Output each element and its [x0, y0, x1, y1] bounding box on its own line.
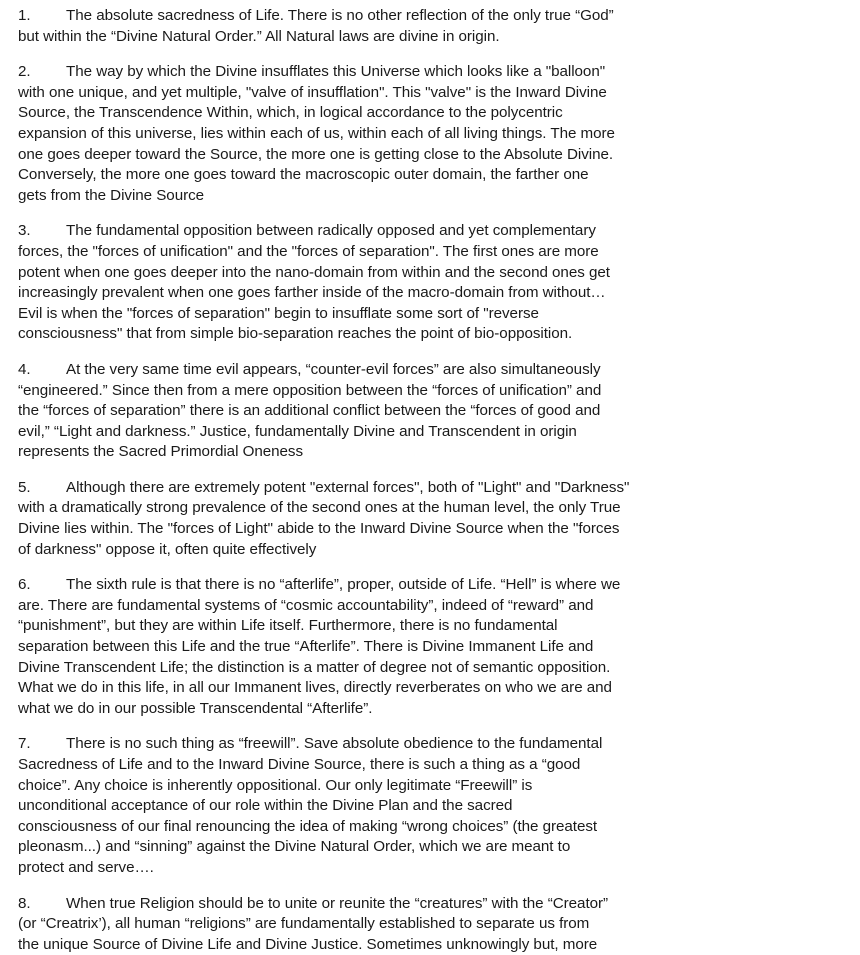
rule-text: what we do in our possible Transcendental “Afterlife”.: [18, 699, 373, 717]
rule-8: [18, 894, 846, 955]
rule-line: [18, 6, 846, 27]
rule-line: [18, 242, 846, 263]
rule-text: forces, the "forces of unification" and the "forces of separation". The first ones are more: [18, 242, 599, 260]
rule-text: What we do in this life, in all our Immanent lives, directly reverberates on who we are and: [18, 679, 612, 697]
rule-line: [18, 935, 846, 955]
rule-line: [18, 596, 846, 617]
rule-line: [18, 858, 846, 879]
rule-number: 5.: [18, 478, 31, 496]
rule-text: of darkness" oppose it, often quite effectively: [18, 540, 317, 558]
rule-line: [18, 498, 846, 519]
rule-line: [18, 422, 846, 443]
rule-line: [18, 575, 846, 596]
rule-line: [18, 817, 846, 838]
rule-line: [18, 83, 846, 104]
rule-text: with a dramatically strong prevalence of the second ones at the human level, the only True: [18, 499, 621, 517]
rule-line: [18, 914, 846, 935]
rule-text: Evil is when the "forces of separation" begin to insufflate some sort of "reverse: [18, 304, 539, 322]
rule-line: [18, 540, 846, 561]
rule-text: the “forces of separation” there is an additional conflict between the “forces of good and: [18, 402, 601, 420]
rule-text: Source, the Transcendence Within, which, in logical accordance to the polycentric: [18, 104, 563, 122]
rule-line: [18, 145, 846, 166]
rule-number: 2.: [18, 63, 31, 81]
rule-line: [18, 699, 846, 720]
rule-text: gets from the Divine Source: [18, 186, 205, 204]
rule-number: 4.: [18, 360, 31, 378]
rule-line: [18, 519, 846, 540]
rule-line: [18, 381, 846, 402]
rule-text: are. There are fundamental systems of “cosmic accountability”, indeed of “reward” and: [18, 596, 594, 614]
rule-text: increasingly prevalent when one goes farther inside of the macro-domain from without…: [18, 284, 606, 302]
rule-line: [18, 616, 846, 637]
rule-line: [18, 103, 846, 124]
rule-number: 6.: [18, 576, 31, 594]
rule-text: At the very same time evil appears, “counter-evil forces” are also simultaneously: [66, 360, 601, 378]
rule-text: (or “Creatrix’), all human “religions” are fundamentally established to separate us from: [18, 915, 590, 933]
rule-text: Conversely, the more one goes toward the macroscopic outer domain, the farther one: [18, 166, 589, 184]
rule-text: unconditional acceptance of our role within the Divine Plan and the sacred: [18, 797, 513, 815]
rule-line: [18, 658, 846, 679]
rule-text: consciousness of our final renouncing the idea of making “wrong choices” (the greatest: [18, 817, 598, 835]
rule-line: [18, 124, 846, 145]
rule-text: There is no such thing as “freewill”. Save absolute obedience to the fundamental: [66, 735, 603, 753]
rule-line: [18, 165, 846, 186]
rule-text: expansion of this universe, lies within each of us, within each of all living things. The more: [18, 124, 615, 142]
rule-line: [18, 263, 846, 284]
rule-line: [18, 637, 846, 658]
rule-line: [18, 186, 846, 207]
rule-3: [18, 221, 846, 345]
rule-line: [18, 360, 846, 381]
rule-number: 7.: [18, 735, 31, 753]
rule-number: 1.: [18, 7, 31, 24]
rule-4: [18, 360, 846, 463]
rule-number: 3.: [18, 222, 31, 240]
rule-text: Sacredness of Life and to the Inward Divine Source, there is such a thing as a “good: [18, 756, 581, 773]
rule-text: “punishment”, but they are within Life itself. Furthermore, there is no fundamental: [18, 617, 558, 635]
rule-text: The absolute sacredness of Life. There is no other reflection of the only true “God”: [66, 7, 614, 24]
rule-text: The fundamental opposition between radically opposed and yet complementary: [66, 222, 596, 240]
rule-line: [18, 221, 846, 242]
rule-6: [18, 575, 846, 719]
rule-text: When true Religion should be to unite or reunite the “creatures” with the “Creator”: [66, 894, 609, 912]
rule-text: represents the Sacred Primordial Oneness: [18, 443, 304, 461]
rule-text: separation between this Life and the true “Afterlife”. There is Divine Immanent Life and: [18, 638, 594, 656]
rule-text: The way by which the Divine insufflates this Universe which looks like a "balloon": [66, 63, 606, 81]
rule-line: [18, 27, 846, 48]
rule-text: pleonasm...) and “sinning” against the Divine Natural Order, which we are meant to: [18, 838, 571, 856]
rule-text: The sixth rule is that there is no “afterlife”, proper, outside of Life. “Hell” is where we: [66, 576, 621, 594]
rule-line: [18, 678, 846, 699]
rule-line: [18, 283, 846, 304]
rule-text: one goes deeper toward the Source, the more one is getting close to the Absolute Divine.: [18, 145, 614, 163]
rule-text: choice”. Any choice is inherently oppositional. Our only legitimate “Freewill” is: [18, 776, 533, 794]
rule-line: [18, 837, 846, 858]
rule-line: [18, 776, 846, 797]
rule-text: Divine lies within. The "forces of Light" abide to the Inward Divine Source when the "forces: [18, 520, 620, 538]
rule-text: “engineered.” Since then from a mere opposition between the “forces of unification” and: [18, 381, 602, 399]
rule-5: [18, 478, 846, 560]
rule-line: [18, 894, 846, 915]
rule-line: [18, 755, 846, 776]
rule-text: consciousness" that from simple bio-separation reaches the point of bio-opposition.: [18, 325, 573, 343]
rule-text: with one unique, and yet multiple, "valve of insufflation". This "valve" is the Inward Divine: [18, 83, 607, 101]
rule-line: [18, 796, 846, 817]
rule-text: evil,” “Light and darkness.” Justice, fundamentally Divine and Transcendent in origin: [18, 422, 577, 440]
rule-2: [18, 62, 846, 206]
rule-line: [18, 734, 846, 755]
rule-text: the unique Source of Divine Life and Divine Justice. Sometimes unknowingly but, more: [18, 935, 598, 953]
rule-text: but within the “Divine Natural Order.” All Natural laws are divine in origin.: [18, 27, 500, 45]
rule-text: Divine Transcendent Life; the distinction is a matter of degree not of semantic opposition.: [18, 658, 611, 676]
rule-line: [18, 478, 846, 499]
rule-line: [18, 304, 846, 325]
rule-number: 8.: [18, 894, 31, 912]
rule-line: [18, 62, 846, 83]
rule-text: potent when one goes deeper into the nano-domain from within and the second ones get: [18, 263, 610, 281]
rule-7: [18, 734, 846, 878]
rule-line: [18, 442, 846, 463]
rule-line: [18, 324, 846, 345]
rule-text: Although there are extremely potent "external forces", both of "Light" and "Darkness": [66, 478, 630, 496]
rule-line: [18, 401, 846, 422]
rule-1: [18, 6, 846, 47]
rule-text: protect and serve….: [18, 858, 154, 876]
